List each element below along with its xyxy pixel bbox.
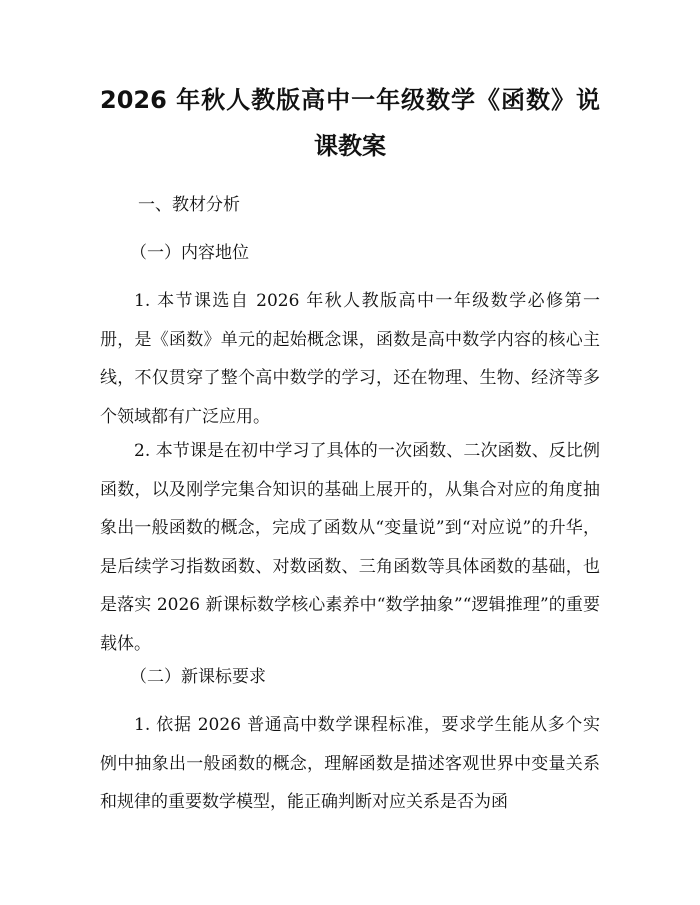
document-title: 2026 年秋人教版高中一年级数学《函数》说课教案 [100, 86, 600, 160]
paragraph-curriculum-requirements-1: 1. 依据 2026 普通高中数学课程标准，要求学生能从多个实例中抽象出一般函数的概念，理解函数是描述客观世界中变量关系和规律的重要数学模型，能正确判断对应关系是否为函 [100, 715, 600, 812]
subsection-heading-curriculum-requirements: （二）新课标要求 [130, 667, 266, 687]
paragraph-content-position-2: 2. 本节课是在初中学习了具体的一次函数、二次函数、反比例函数，以及刚学完集合知识的基础上展开的，从集合对应的角度抽象出一般函数的概念，完成了函数从“变量说”到“对应说”的升华，是后续学习指数函数、对数函数、三角函数等具体函数的基础，也是落实 2026 新课标数学核心素养中“数学抽象”“逻辑推理”的重要载体。 [100, 441, 600, 654]
section-heading-textbook-analysis: 一、教材分析 [138, 195, 240, 215]
paragraph-content-position-1: 1. 本节课选自 2026 年秋人教版高中一年级数学必修第一册，是《函数》单元的起始概念课，函数是高中数学内容的核心主线，不仅贯穿了整个高中数学的学习，还在物理、生物、经济等多个领域都有广泛应用。 [100, 291, 600, 427]
subsection-heading-content-position: （一）内容地位 [130, 243, 249, 263]
